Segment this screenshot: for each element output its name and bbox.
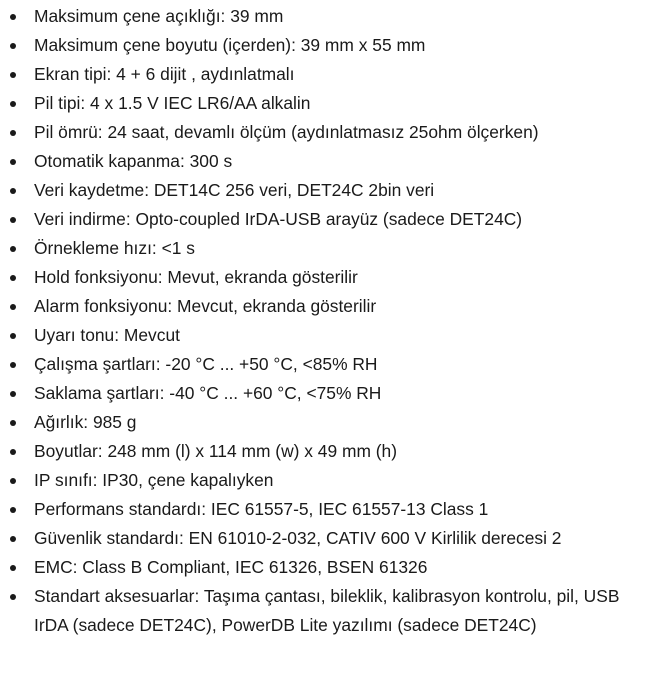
bullet-icon (10, 391, 16, 397)
spec-item (0, 350, 648, 379)
spec-item (0, 495, 648, 524)
spec-text: Hold fonksiyonu: Mevut, ekranda gösterilir (34, 267, 358, 287)
bullet-icon (10, 449, 16, 455)
bullet-icon (10, 246, 16, 252)
spec-text: Boyutlar: 248 mm (l) x 114 mm (w) x 49 mm (h) (34, 441, 398, 461)
spec-text: Çalışma şartları: -20 °C ... +50 °C, <85% RH (34, 354, 378, 374)
bullet-icon (10, 14, 16, 20)
spec-text: Uyarı tonu: Mevcut (34, 325, 180, 345)
spec-item (0, 263, 648, 292)
bullet-icon (10, 275, 16, 281)
bullet-icon (10, 101, 16, 107)
spec-item (0, 31, 648, 60)
spec-item (0, 234, 648, 263)
bullet-icon (10, 536, 16, 542)
spec-item (0, 437, 648, 466)
spec-item (0, 379, 648, 408)
spec-text: Ağırlık: 985 g (34, 412, 137, 432)
spec-text: Güvenlik standardı: EN 61010-2-032, CATIV 600 V Kirlilik derecesi 2 (34, 528, 562, 548)
spec-text: Maksimum çene boyutu (içerden): 39 mm x 55 mm (34, 35, 426, 55)
spec-text: Standart aksesuarlar: Taşıma çantası, bileklik, kalibrasyon kontrolu, pil, USB IrDA (sadece DET24C), PowerDB Lite yazılımı (sadece DET24C) (34, 586, 620, 635)
spec-item (0, 89, 648, 118)
spec-text: Otomatik kapanma: 300 s (34, 151, 233, 171)
spec-text: EMC: Class B Compliant, IEC 61326, BSEN 61326 (34, 557, 428, 577)
spec-item (0, 524, 648, 553)
spec-item (0, 205, 648, 234)
bullet-icon (10, 362, 16, 368)
bullet-icon (10, 507, 16, 513)
bullet-icon (10, 130, 16, 136)
bullet-icon (10, 420, 16, 426)
spec-item (0, 466, 648, 495)
spec-item (0, 582, 634, 640)
bullet-icon (10, 333, 16, 339)
spec-item (0, 176, 648, 205)
spec-text: Pil ömrü: 24 saat, devamlı ölçüm (aydınlatmasız 25ohm ölçerken) (34, 122, 539, 142)
spec-text: Maksimum çene açıklığı: 39 mm (34, 6, 284, 26)
spec-text: Veri kaydetme: DET14C 256 veri, DET24C 2bin veri (34, 180, 435, 200)
bullet-icon (10, 565, 16, 571)
bullet-icon (10, 72, 16, 78)
bullet-icon (10, 217, 16, 223)
spec-item (0, 321, 648, 350)
spec-item (0, 147, 648, 176)
bullet-icon (10, 594, 16, 600)
spec-text: Alarm fonksiyonu: Mevcut, ekranda gösterilir (34, 296, 377, 316)
spec-text: Pil tipi: 4 x 1.5 V IEC LR6/AA alkalin (34, 93, 311, 113)
spec-text: Örnekleme hızı: <1 s (34, 238, 195, 258)
spec-text: Saklama şartları: -40 °C ... +60 °C, <75% RH (34, 383, 382, 403)
spec-item (0, 2, 648, 31)
spec-text: Performans standardı: IEC 61557-5, IEC 61557-13 Class 1 (34, 499, 489, 519)
bullet-icon (10, 304, 16, 310)
bullet-icon (10, 159, 16, 165)
spec-text: Ekran tipi: 4 + 6 dijit , aydınlatmalı (34, 64, 295, 84)
bullet-icon (10, 43, 16, 49)
spec-text: Veri indirme: Opto-coupled IrDA-USB arayüz (sadece DET24C) (34, 209, 523, 229)
spec-item (0, 408, 648, 437)
spec-item (0, 553, 648, 582)
spec-item (0, 118, 648, 147)
bullet-icon (10, 478, 16, 484)
spec-item (0, 292, 648, 321)
bullet-icon (10, 188, 16, 194)
spec-text: IP sınıfı: IP30, çene kapalıyken (34, 470, 274, 490)
spec-item (0, 60, 648, 89)
